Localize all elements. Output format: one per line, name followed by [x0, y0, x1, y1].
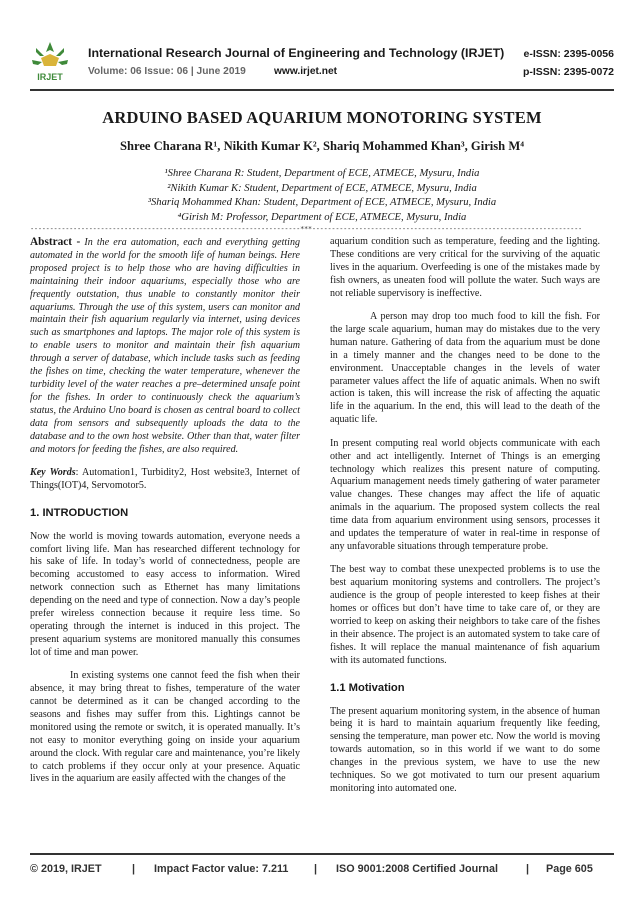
footer-rule — [30, 853, 614, 855]
footer-separator-2: | — [314, 863, 318, 875]
intro-paragraph-3: aquarium condition such as temperature, feeding and the lighting. These conditions are very critical for the surviving of the aquatic lives in the aquarium. Overfeeding is one of the mistakes made by fish owners, as uneaten food will pollute the water. Such ways are not reliable supervisory is ineffective. — [330, 236, 600, 299]
footer-impact-factor: Impact Factor value: 7.211 — [154, 863, 289, 875]
footer-copyright: © 2019, IRJET — [30, 863, 102, 875]
footer-page-number: Page 605 — [546, 863, 593, 875]
logo-wordmark: IRJET — [37, 72, 63, 82]
intro-paragraph-6: The best way to combat these unexpected problems is to use the best aquarium monitoring systems and controllers. The project’s audience is the group of people interested to keep fishes at their homes or offices but don’t have time to take care of, or they are worried to keep on asking their neighbors to take care of the fishes in their absence. The project is an automated system to take care of fishes. It will replace the manual maintenance of fish aquarium with its automated functions. — [330, 564, 600, 666]
affiliation-3: ³Shariq Mohammed Khan: Student, Department of ECE, ATMECE, Mysuru, India — [147, 197, 497, 208]
header-rule — [30, 89, 614, 91]
intro-paragraph-2: In existing systems one cannot feed the fish when their absence, it may bring threat to fishes, temperature of the water cannot be determined as it can be changed according to the seasons and fishes may suffer from this. Lightings cannot be monitored using the remote or switch, it is operated manually. It’s not easy to monitor everything going on inside your aquarium around the clock. With regular care and maintenance, you’re likely to catch problems if they occur only at your presence. Aquatic lives in the aquarium are easily affected with the changes of the — [30, 670, 300, 785]
intro-paragraph-1: Now the world is moving towards automation, everyone needs a comfort living life. Man has researched different technology for his sake of life. In today’s world of connectedness, people are becoming accustomed to easy access to information. Wired network connection such as Ethernet has many limitations depending on the need and type of connection. Now a day’s people prefer wireless connection because it require less time. So operating through the internet is induced in this project. The present aquarium systems are monitored manually this consumes lot of time and man power. — [30, 530, 300, 658]
author-affiliations — [30, 167, 614, 225]
right-column — [330, 236, 600, 806]
keywords-text: : Automation1, Turbidity2, Host website3, Internet of Things(IOT)4, Servomotor5. — [30, 466, 300, 491]
affiliation-4: ⁴Girish M: Professor, Department of ECE, ATMECE, Mysuru, India — [177, 211, 467, 223]
footer-separator-3: | — [526, 863, 530, 875]
p-issn: p-ISSN: 2395-0072 — [522, 66, 614, 78]
journal-website[interactable]: www.irjet.net — [274, 66, 338, 77]
motivation-paragraph-1: The present aquarium monitoring system, in the absence of human being it is hard to maintain aquarium frequently like feeding, sensing the temperature, man power etc. Now the world is moving towards automation, so in this world if we want to do some changes in the previous system, we have to use the new techniques. So we got motivated to turn our present aquarium monitoring into automated one. — [330, 705, 600, 794]
affiliation-2: ²Nikith Kumar K: Student, Department of ECE, ATMECE, Mysuru, India — [167, 182, 477, 194]
volume-issue: Volume: 06 Issue: 06 | June 2019 — [88, 66, 246, 77]
intro-paragraph-4: A person may drop too much food to kill the fish. For the large scale aquarium, human may do mistakes due to the very human nature. Gathering of data from the aquarium must be done in a timely manner and the changes need to be done to the environment. Unacceptable changes in the levels of water parameter values affect the life of aquatic animals. When no swift action is taken, this will increase the risk of affecting the aquatic life in the aquarium. In the end, this will lead to the death of the aquatic life. — [330, 311, 600, 426]
footer-iso: ISO 9001:2008 Certified Journal — [336, 863, 499, 875]
paper-title: ARDUINO BASED AQUARIUM MONOTORING SYSTEM — [102, 108, 542, 127]
irjet-logo-icon — [30, 40, 70, 84]
affiliation-1: ¹Shree Charana R: Student, Department of ECE, ATMECE, Mysuru, India — [164, 168, 480, 179]
keywords-heading: Key Words — [30, 466, 76, 478]
intro-paragraph-5: In present computing real world objects communicate with each other and act intelligently. Internet of Things is an emerging technology which realizes this present nature of computing. Aquarium management needs timely gathering of water parameter value changes. These changes may affect the life of aquatic animals in the aquarium. The proposed system collects the real time data from aquarium environment using sensors, processes it and updates the temperature of water in real-time in response of any unfavorable situations through temperature probe. — [330, 437, 600, 552]
section-separator: ---------------------------------------------------------------------***--------------------------------------------------------------------- — [30, 225, 582, 233]
journal-name: International Research Journal of Engineering and Technology (IRJET) — [88, 46, 505, 60]
abstract-text: In the era automation, each and everything getting automated in the world for the smooth life of human beings. Here proposed project is to help those who are having difficulties in maintaining their indoor aquariums, especially those who are frequently outstation, thus unable to constantly monitor their aquariums. Through the use of this system, users can monitor and maintain their fish aquarium regularly via internet, using devices such as smartphones and laptops. The major role of this system is to enable users to monitor and maintain their fish aquarium through a server of database, which include tasks such as feeding the fishes on time, checking the water temperature, whenever the turbidity level of the water reaches a pre–determined unsafe point for the fishes. In order to continuously check the aquarium’s status, the Arduino Uno board is chosen as central board to collect data from sensors and subsequently uploads the data to the database and to the own host website. Other than that, water filter and motors for feeding the fishes, are also required. — [30, 237, 300, 455]
footer-separator-1: | — [132, 863, 136, 875]
e-issn: e-ISSN: 2395-0056 — [523, 48, 614, 60]
keywords — [30, 467, 300, 493]
left-column — [30, 236, 300, 797]
abstract — [30, 236, 300, 456]
section-heading-motivation: 1.1 Motivation — [330, 681, 405, 694]
abstract-heading: Abstract - — [30, 236, 81, 248]
section-heading-introduction: 1. INTRODUCTION — [30, 506, 129, 519]
paper-authors: Shree Charana R¹, Nikith Kumar K², Shariq Mohammed Khan³, Girish M⁴ — [119, 139, 525, 153]
journal-header — [30, 40, 614, 84]
